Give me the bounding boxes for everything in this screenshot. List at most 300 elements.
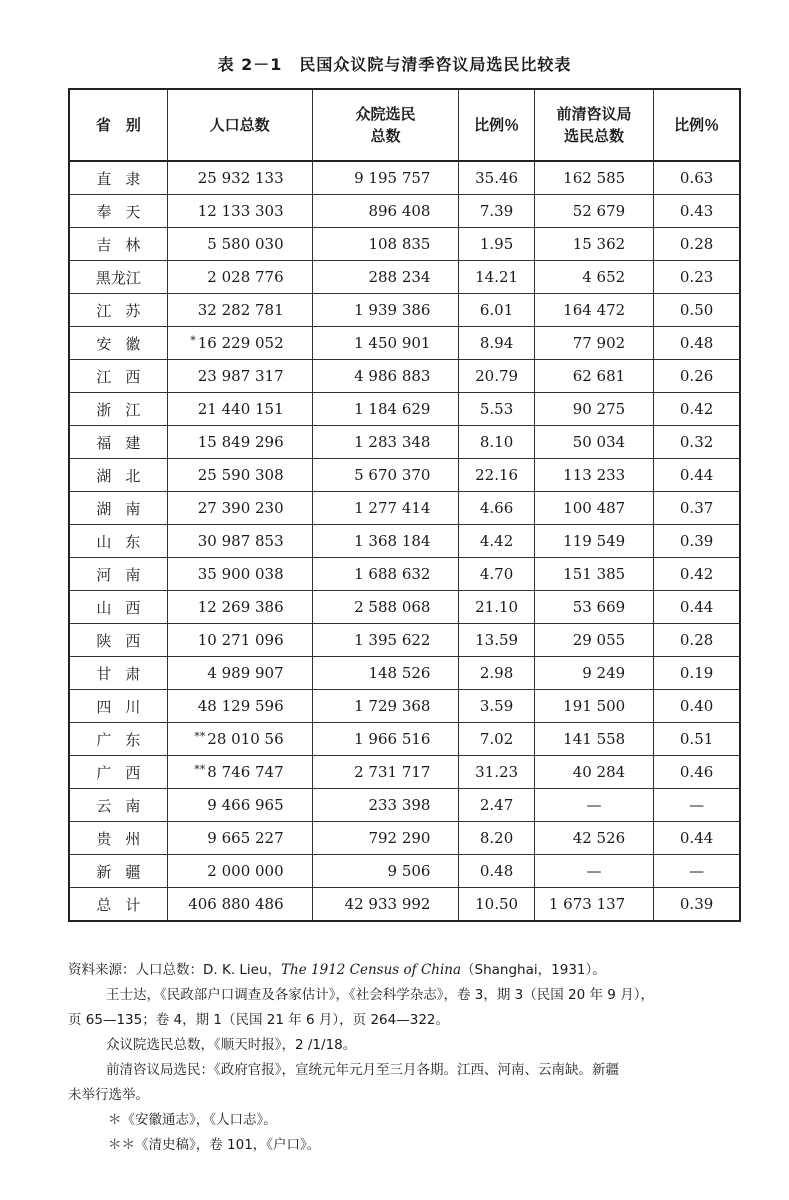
cell-prev-voters	[534, 195, 654, 228]
cell-prev-ratio	[654, 822, 740, 855]
cell-prev-voters	[534, 525, 654, 558]
note-prev-voters: 前清咨议局选民：《政府官报》，宣统元年元月至三月各期。江西、河南、云南缺。新疆	[106, 1062, 619, 1078]
cell-prev-ratio-value: 0.43	[679, 202, 714, 220]
cell-ratio	[459, 558, 534, 591]
cell-prev-voters	[534, 426, 654, 459]
cell-ratio	[459, 756, 534, 789]
cell-prev-ratio-value: 0.19	[679, 664, 714, 682]
cell-ratio	[459, 822, 534, 855]
cell-ratio-value: 4.70	[479, 565, 514, 583]
cell-voters-value: 2 588 068	[354, 598, 431, 616]
cell-ratio	[459, 789, 534, 822]
cell-province	[69, 459, 167, 492]
footnote-mark: **	[194, 730, 206, 743]
table-row	[69, 393, 740, 426]
cell-province-value: 安徽	[96, 334, 155, 353]
cell-ratio	[459, 591, 534, 624]
cell-prev-voters-value: 15 362	[572, 235, 626, 253]
cell-province-value: 广东	[96, 730, 155, 749]
cell-prev-voters-value: 50 034	[572, 433, 626, 451]
cell-ratio	[459, 459, 534, 492]
cell-ratio-value: 7.39	[479, 202, 514, 220]
table-row	[69, 228, 740, 261]
cell-province	[69, 591, 167, 624]
cell-voters	[312, 228, 459, 261]
cell-population	[167, 360, 312, 393]
cell-ratio	[459, 624, 534, 657]
cell-population-value: 25 932 133	[197, 169, 284, 187]
cell-population-value: 16 229 052	[197, 334, 284, 352]
cell-voters	[312, 624, 459, 657]
cell-population-value: 2 028 776	[207, 268, 284, 286]
cell-province	[69, 294, 167, 327]
cell-prev-ratio	[654, 360, 740, 393]
cell-population	[167, 525, 312, 558]
cell-province	[69, 261, 167, 294]
cell-population	[167, 822, 312, 855]
cell-prev-voters-value: 42 526	[572, 829, 626, 847]
cell-prev-voters-value: 9 249	[582, 664, 626, 682]
cell-prev-ratio	[654, 690, 740, 723]
cell-prev-ratio	[654, 525, 740, 558]
cell-prev-voters	[534, 855, 654, 888]
cell-prev-voters-value: 77 902	[572, 334, 626, 352]
cell-population-value: 23 987 317	[197, 367, 284, 385]
cell-voters-value: 2 731 717	[354, 763, 431, 781]
cell-prev-ratio-value: 0.46	[679, 763, 714, 781]
cell-province-value: 总计	[96, 895, 155, 914]
cell-prev-ratio-value: 0.32	[679, 433, 714, 451]
footnote-mark: **	[194, 763, 206, 776]
cell-ratio-value: 22.16	[475, 466, 519, 484]
cell-province	[69, 855, 167, 888]
cell-population	[167, 888, 312, 922]
cell-prev-voters-value: 151 385	[563, 565, 626, 583]
cell-voters	[312, 822, 459, 855]
cell-population-value: 30 987 853	[197, 532, 284, 550]
cell-ratio-value: 31.23	[475, 763, 519, 781]
table-row	[69, 756, 740, 789]
cell-prev-voters	[534, 327, 654, 360]
cell-province	[69, 426, 167, 459]
cell-population	[167, 624, 312, 657]
cell-province	[69, 756, 167, 789]
cell-ratio-value: 4.42	[479, 532, 514, 550]
cell-population	[167, 161, 312, 195]
cell-province-value: 贵州	[96, 829, 155, 848]
cell-voters	[312, 360, 459, 393]
table-row	[69, 360, 740, 393]
cell-province	[69, 327, 167, 360]
cell-ratio-value: 20.79	[475, 367, 519, 385]
cell-voters	[312, 261, 459, 294]
cell-population	[167, 327, 312, 360]
cell-province-value: 湖南	[96, 499, 155, 518]
source-notes	[68, 958, 748, 1158]
cell-prev-voters	[534, 657, 654, 690]
header-voters: 众院选民 总数	[312, 89, 459, 161]
cell-voters-value: 792 290	[368, 829, 431, 847]
cell-prev-ratio	[654, 426, 740, 459]
cell-ratio-value: 2.98	[479, 664, 514, 682]
census-book-place: （Shanghai，1931）。	[461, 962, 606, 978]
cell-province	[69, 525, 167, 558]
cell-voters	[312, 525, 459, 558]
cell-province	[69, 195, 167, 228]
note-population	[68, 958, 748, 983]
table-row	[69, 789, 740, 822]
cell-population	[167, 195, 312, 228]
cell-province-value: 奉天	[96, 202, 155, 221]
cell-province	[69, 228, 167, 261]
cell-province-value: 陕西	[96, 631, 155, 650]
cell-population	[167, 756, 312, 789]
cell-province	[69, 690, 167, 723]
cell-voters-value: 1 729 368	[354, 697, 431, 715]
cell-prev-voters	[534, 360, 654, 393]
cell-prev-ratio-value: 0.39	[679, 895, 714, 913]
cell-prev-voters	[534, 558, 654, 591]
cell-prev-ratio	[654, 261, 740, 294]
note-wang: 王士达，《民政部户口调查及各家估计》，《社会科学杂志》，卷 3，期 3（民国 20 年 9 月），	[106, 987, 654, 1003]
cell-voters-value: 1 939 386	[354, 301, 431, 319]
cell-province	[69, 161, 167, 195]
cell-prev-voters-value: 62 681	[572, 367, 626, 385]
cell-province-value: 广西	[96, 763, 155, 782]
cell-prev-voters-value: 162 585	[563, 169, 626, 187]
cell-ratio	[459, 723, 534, 756]
cell-voters-value: 1 395 622	[354, 631, 431, 649]
cell-prev-ratio-value: 0.23	[679, 268, 714, 286]
cell-ratio	[459, 228, 534, 261]
cell-ratio	[459, 888, 534, 922]
cell-prev-ratio	[654, 624, 740, 657]
cell-prev-ratio-value: 0.44	[679, 829, 714, 847]
cell-ratio	[459, 261, 534, 294]
cell-prev-ratio-value: 0.48	[679, 334, 714, 352]
cell-voters-value: 1 184 629	[354, 400, 431, 418]
cell-province-value: 江西	[96, 367, 155, 386]
cell-voters	[312, 426, 459, 459]
cell-voters-value: 42 933 992	[344, 895, 431, 913]
table-row	[69, 657, 740, 690]
cell-ratio-value: 7.02	[479, 730, 514, 748]
cell-province-value: 山东	[96, 532, 155, 551]
cell-province	[69, 360, 167, 393]
cell-prev-voters-value: 40 284	[572, 763, 626, 781]
population-source: 人口总数：D. K. Lieu，	[135, 962, 282, 978]
header-population: 人口总数	[167, 89, 312, 161]
cell-prev-ratio	[654, 294, 740, 327]
cell-prev-voters-value: 1 673 137	[548, 895, 626, 913]
cell-population-value: 9 466 965	[207, 796, 284, 814]
cell-voters-value: 108 835	[368, 235, 431, 253]
cell-voters	[312, 855, 459, 888]
cell-ratio	[459, 161, 534, 195]
cell-ratio-value: 0.48	[479, 862, 514, 880]
cell-voters-value: 1 368 184	[354, 532, 431, 550]
cell-ratio	[459, 393, 534, 426]
cell-voters	[312, 459, 459, 492]
footnote-mark: *	[190, 334, 196, 347]
cell-province-value: 江苏	[96, 301, 155, 320]
cell-population	[167, 459, 312, 492]
table-row	[69, 591, 740, 624]
cell-province	[69, 657, 167, 690]
cell-population-value: 12 269 386	[197, 598, 284, 616]
cell-voters	[312, 657, 459, 690]
cell-prev-ratio	[654, 195, 740, 228]
cell-population	[167, 426, 312, 459]
cell-population	[167, 690, 312, 723]
cell-prev-voters-value: 90 275	[572, 400, 626, 418]
cell-prev-ratio-value: 0.39	[679, 532, 714, 550]
note-wang-pages: 页 65—135；卷 4，期 1（民国 21 年 6 月），页 264—322。	[68, 1012, 450, 1028]
cell-population-value: 9 665 227	[207, 829, 284, 847]
cell-province-value: 河南	[96, 565, 155, 584]
cell-prev-voters-value: 141 558	[563, 730, 626, 748]
cell-ratio-value: 2.47	[479, 796, 514, 814]
cell-population-value: 27 390 230	[197, 499, 284, 517]
table-row	[69, 624, 740, 657]
cell-population-value: 25 590 308	[197, 466, 284, 484]
cell-ratio	[459, 657, 534, 690]
note-star-1: ＊《安徽通志》，《人口志》。	[108, 1112, 277, 1128]
cell-prev-voters-value: 100 487	[563, 499, 626, 517]
cell-province-value: 福建	[96, 433, 155, 452]
cell-ratio	[459, 855, 534, 888]
cell-voters	[312, 756, 459, 789]
table-row	[69, 723, 740, 756]
header-ratio: 比例％	[459, 89, 534, 161]
cell-ratio-value: 8.10	[479, 433, 514, 451]
cell-prev-ratio-value: 0.44	[679, 466, 714, 484]
cell-prev-voters	[534, 723, 654, 756]
cell-prev-voters	[534, 822, 654, 855]
cell-population	[167, 657, 312, 690]
cell-province	[69, 822, 167, 855]
cell-prev-ratio-value: 0.42	[679, 565, 714, 583]
cell-ratio-value: 14.21	[475, 268, 519, 286]
cell-ratio	[459, 195, 534, 228]
table-row	[69, 690, 740, 723]
cell-ratio-value: 1.95	[479, 235, 514, 253]
cell-prev-ratio	[654, 393, 740, 426]
cell-population	[167, 261, 312, 294]
cell-population-value: 32 282 781	[197, 301, 284, 319]
cell-population	[167, 393, 312, 426]
table-row	[69, 492, 740, 525]
cell-prev-voters	[534, 459, 654, 492]
table-row	[69, 888, 740, 922]
note-voters: 众议院选民总数，《顺天时报》，2 /1/18。	[106, 1037, 357, 1053]
cell-voters	[312, 327, 459, 360]
table-row	[69, 426, 740, 459]
cell-ratio	[459, 690, 534, 723]
cell-voters	[312, 492, 459, 525]
table-title: 表 2－1 民国众议院与清季咨议局选民比较表	[217, 55, 572, 74]
cell-population-value: 35 900 038	[197, 565, 284, 583]
cell-ratio-value: 10.50	[475, 895, 519, 913]
cell-voters-value: 9 195 757	[354, 169, 431, 187]
cell-ratio-value: 8.94	[479, 334, 514, 352]
cell-province-value: 吉林	[96, 235, 155, 254]
table-row	[69, 558, 740, 591]
cell-voters	[312, 723, 459, 756]
table-row	[69, 294, 740, 327]
cell-voters-value: 896 408	[368, 202, 431, 220]
cell-population	[167, 492, 312, 525]
cell-prev-voters-value: 52 679	[572, 202, 626, 220]
voter-comparison-table	[68, 88, 741, 922]
header-province: 省 别	[69, 89, 167, 161]
cell-prev-ratio	[654, 459, 740, 492]
cell-voters-value: 1 277 414	[354, 499, 431, 517]
table-row	[69, 459, 740, 492]
cell-prev-voters	[534, 624, 654, 657]
cell-population-value: 5 580 030	[207, 235, 284, 253]
cell-ratio-value: 6.01	[479, 301, 514, 319]
table-row	[69, 855, 740, 888]
cell-prev-ratio	[654, 723, 740, 756]
cell-prev-voters	[534, 756, 654, 789]
cell-voters-value: 1 688 632	[354, 565, 431, 583]
cell-province	[69, 723, 167, 756]
cell-population	[167, 591, 312, 624]
cell-ratio-value: 8.20	[479, 829, 514, 847]
cell-voters	[312, 294, 459, 327]
cell-prev-voters-value: —	[586, 862, 602, 880]
cell-population-value: 10 271 096	[197, 631, 284, 649]
table-row	[69, 261, 740, 294]
cell-prev-voters-value: —	[586, 796, 602, 814]
cell-ratio-value: 35.46	[475, 169, 519, 187]
cell-population-value: 21 440 151	[197, 400, 284, 418]
cell-population	[167, 855, 312, 888]
cell-province	[69, 624, 167, 657]
cell-prev-ratio-value: —	[689, 862, 705, 880]
cell-prev-ratio-value: 0.44	[679, 598, 714, 616]
cell-prev-voters-value: 4 652	[582, 268, 626, 286]
cell-voters-value: 288 234	[368, 268, 431, 286]
cell-population-value: 406 880 486	[188, 895, 284, 913]
cell-prev-ratio-value: 0.42	[679, 400, 714, 418]
cell-province-value: 直隶	[96, 169, 155, 188]
cell-voters-value: 9 506	[387, 862, 431, 880]
cell-province	[69, 492, 167, 525]
cell-prev-ratio-value: 0.28	[679, 235, 714, 253]
cell-prev-voters-value: 113 233	[563, 466, 626, 484]
cell-prev-ratio-value: 0.50	[679, 301, 714, 319]
cell-voters-value: 1 283 348	[354, 433, 431, 451]
cell-prev-voters	[534, 261, 654, 294]
cell-population-value: 8 746 747	[207, 763, 284, 781]
table-body	[69, 161, 740, 921]
cell-prev-ratio	[654, 492, 740, 525]
cell-voters-value: 233 398	[368, 796, 431, 814]
cell-voters	[312, 591, 459, 624]
cell-prev-voters	[534, 393, 654, 426]
cell-voters-value: 1 450 901	[354, 334, 431, 352]
cell-province	[69, 393, 167, 426]
cell-population	[167, 723, 312, 756]
cell-prev-voters-value: 191 500	[563, 697, 626, 715]
header-prev-ratio: 比例％	[654, 89, 740, 161]
cell-prev-ratio	[654, 161, 740, 195]
cell-prev-voters-value: 29 055	[572, 631, 626, 649]
cell-ratio-value: 4.66	[479, 499, 514, 517]
table-row	[69, 822, 740, 855]
cell-prev-voters	[534, 294, 654, 327]
cell-prev-voters-value: 119 549	[563, 532, 626, 550]
cell-prev-ratio-value: 0.37	[679, 499, 714, 517]
cell-population	[167, 294, 312, 327]
cell-population-value: 12 133 303	[197, 202, 284, 220]
cell-ratio	[459, 360, 534, 393]
cell-prev-voters	[534, 492, 654, 525]
cell-prev-ratio-value: —	[689, 796, 705, 814]
cell-voters	[312, 195, 459, 228]
cell-province	[69, 789, 167, 822]
cell-province-value: 浙江	[96, 400, 155, 419]
cell-population-value: 15 849 296	[197, 433, 284, 451]
cell-prev-ratio	[654, 756, 740, 789]
cell-province	[69, 888, 167, 922]
cell-population-value: 28 010 56	[207, 730, 284, 748]
cell-voters-value: 4 986 883	[354, 367, 431, 385]
cell-voters	[312, 161, 459, 195]
cell-prev-voters	[534, 161, 654, 195]
table-row	[69, 327, 740, 360]
cell-prev-ratio	[654, 558, 740, 591]
cell-prev-ratio	[654, 228, 740, 261]
cell-province-value: 四川	[96, 697, 155, 716]
cell-population-value: 48 129 596	[197, 697, 284, 715]
cell-prev-ratio-value: 0.26	[679, 367, 714, 385]
cell-prev-voters	[534, 228, 654, 261]
cell-prev-ratio	[654, 789, 740, 822]
cell-voters	[312, 789, 459, 822]
cell-prev-ratio-value: 0.51	[679, 730, 714, 748]
cell-prev-voters	[534, 591, 654, 624]
cell-voters-value: 1 966 516	[354, 730, 431, 748]
table-row	[69, 195, 740, 228]
cell-prev-voters	[534, 690, 654, 723]
cell-ratio-value: 21.10	[475, 598, 519, 616]
cell-prev-ratio	[654, 657, 740, 690]
cell-population	[167, 558, 312, 591]
cell-voters	[312, 690, 459, 723]
cell-prev-voters-value: 164 472	[563, 301, 626, 319]
cell-province-value: 新疆	[96, 862, 155, 881]
source-label: 资料来源：	[68, 962, 136, 978]
cell-prev-voters	[534, 789, 654, 822]
cell-prev-ratio-value: 0.63	[679, 169, 714, 187]
cell-ratio-value: 13.59	[475, 631, 519, 649]
cell-prev-voters	[534, 888, 654, 922]
cell-prev-ratio	[654, 855, 740, 888]
census-book-title: The 1912 Census of China	[281, 962, 462, 978]
table-row	[69, 161, 740, 195]
cell-ratio-value: 5.53	[479, 400, 514, 418]
cell-prev-ratio	[654, 888, 740, 922]
table-row	[69, 525, 740, 558]
header-prev-voters: 前清咨议局 选民总数	[534, 89, 654, 161]
cell-prev-voters-value: 53 669	[572, 598, 626, 616]
cell-ratio-value: 3.59	[479, 697, 514, 715]
cell-province-value: 云南	[96, 796, 155, 815]
cell-ratio	[459, 294, 534, 327]
